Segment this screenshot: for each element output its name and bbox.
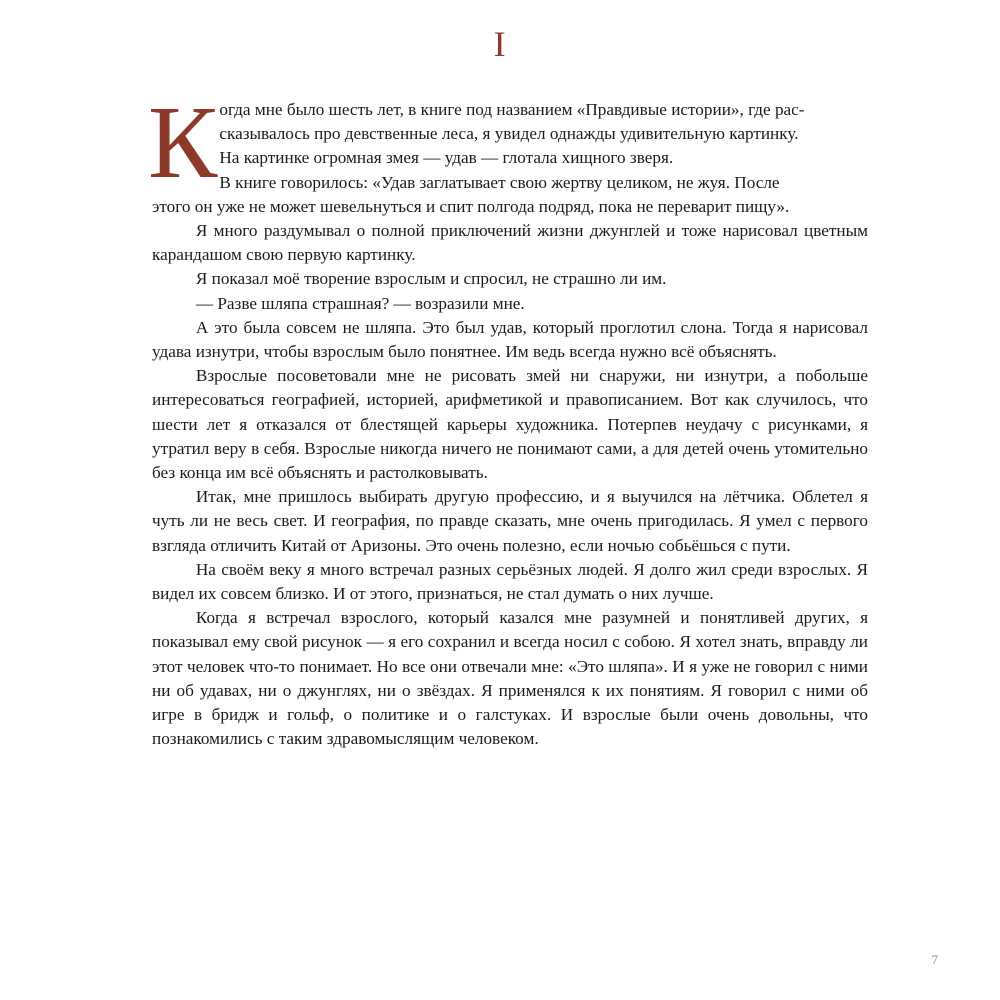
paragraph-grownups-advice: Взрослые посоветовали мне не рисовать змей ни снаружи, ни изнутри, а побольше интересоваться географией, историей, арифметикой и правописанием. Вот как случилось, что шести лет я отказался от блестящей карьеры художника. Потерпев неудачу с рисунками, я утратил веру в себя. Взрослые никогда ничего не понимают сами, а для детей очень утомительно без конца им всё объяснять и растолковывать. xyxy=(152,366,868,483)
paragraph-showed-grownups: Я показал моё творение взрослым и спросил, не страшно ли им. xyxy=(195,269,667,289)
opening-line-3: На картинке огромная змея — удав — глотала хищного зверя. xyxy=(219,148,674,168)
paragraph-became-pilot: Итак, мне пришлось выбирать другую профессию, и я выучился на лётчика. Облетел я чуть ли не весь свет. И география, по правде сказать, мне очень пригодилась. Я умел с первого взгляда отличить Китай от Аризоны. Это очень полезно, если ночью собьёшься с пути. xyxy=(152,487,868,555)
body-text-column xyxy=(148,85,868,751)
paragraph-showing-drawing: Когда я встречал взрослого, который казался мне разумней и понятливей других, я показывал ему свой рисунок — я его сохранил и всегда носил с собою. Я хотел знать, вправду ли этот человек что-то понимает. Но все они отвечали мне: «Это шляпа». И я уже не говорил с ними ни об удавах, ни о джунглях, ни о звёздах. Я применялся к их понятиям. Я говорил с ними об игре в бридж и гольф, о политике и о галстуках. И взрослые были очень довольны, что познакомились с таким здравомыслящим человеком. xyxy=(152,608,868,749)
opening-line-4: В книге говорилось: «Удав заглатывает свою жертву целиком, не жуя. После xyxy=(219,172,780,192)
opening-lines xyxy=(152,98,868,195)
page-number: 7 xyxy=(931,952,938,967)
drop-cap-letter: К xyxy=(148,85,218,200)
paragraph-opening xyxy=(148,85,868,200)
paragraph-dialogue-hat: — Разве шляпа страшная? — возразили мне. xyxy=(195,293,525,313)
paragraph-thinking-jungle: Я много раздумывал о полной приключений жизни джунглей и тоже нарисовал цветным карандашом свою первую картинку. xyxy=(152,221,868,265)
opening-line-1: огда мне было шесть лет, в книге под названием «Правдивые истории», где рас- xyxy=(219,100,805,119)
opening-line-2: сказывалось про девственные леса, я увидел однажды удивительную картинку. xyxy=(219,124,799,144)
chapter-number: I xyxy=(493,24,507,64)
paragraph-continued-quote: этого он уже не может шевельнуться и спит полгода подряд, пока не переварит пищу». xyxy=(152,196,790,216)
paragraph-not-a-hat: А это была совсем не шляпа. Это был удав, который проглотил слона. Тогда я нарисовал удава изнутри, чтобы взрослым было понятнее. Им ведь всегда нужно всё объяснять. xyxy=(152,317,868,362)
paragraph-serious-people: На своём веку я много встречал разных серьёзных людей. Я долго жил среди взрослых. Я видел их совсем близко. И от этого, признаться, не стал думать о них лучше. xyxy=(152,559,868,604)
